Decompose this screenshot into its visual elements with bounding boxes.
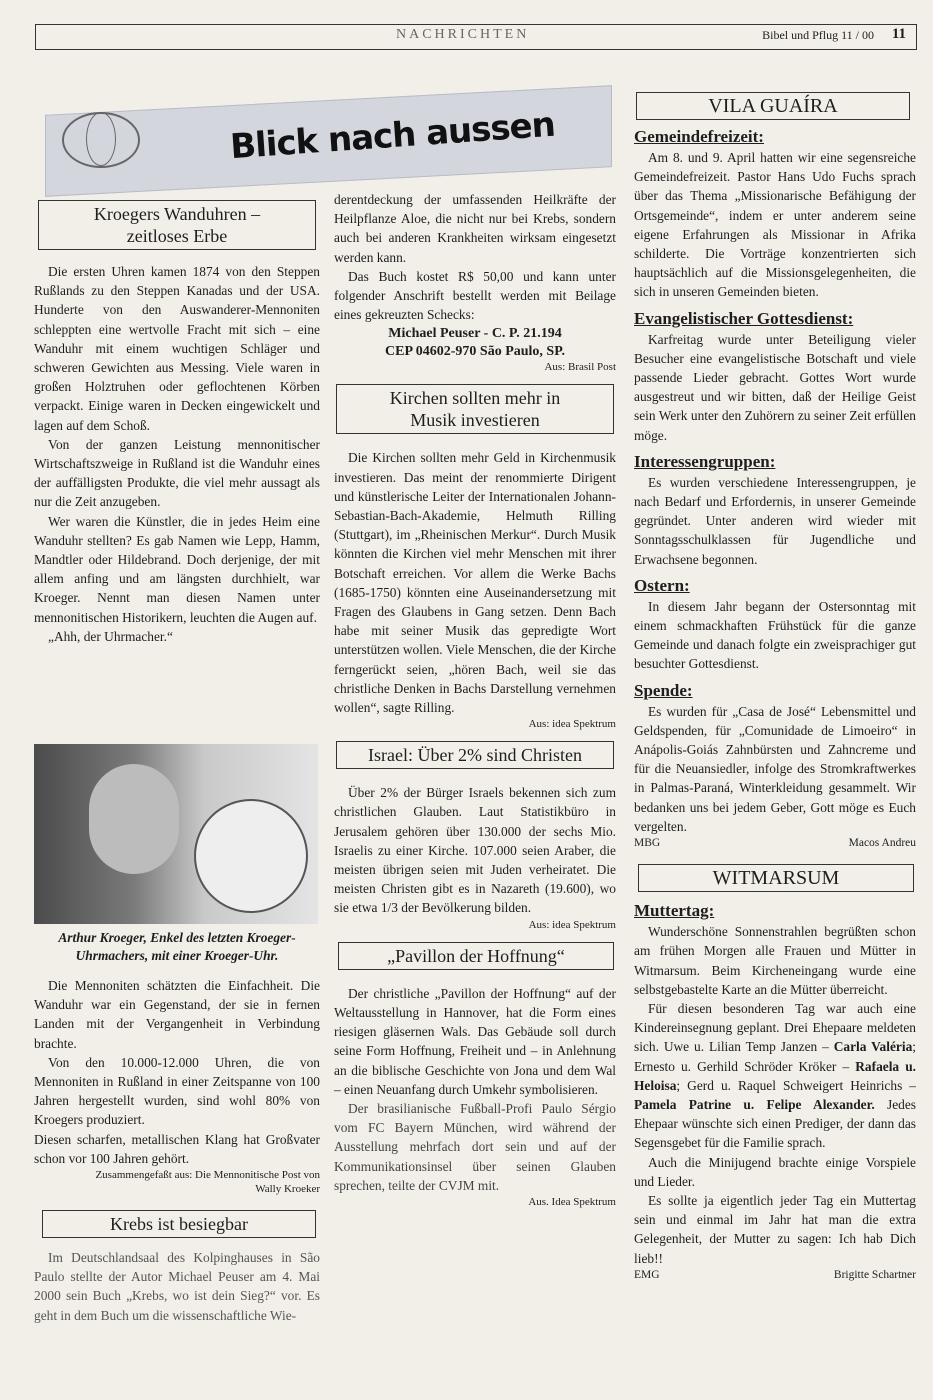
paragraph: Die ersten Uhren kamen 1874 von den Steppen Rußlands zu den Steppen Kanadas und der USA. Hunderte von den Auswanderer-Mennoniten schleppten eine wertvolle Fracht mit sich – eine Wanduhr mit einem wuchtigen Schläger und schweren Gewichten aus Messing. Viele waren in großen Holztruhen oder geflochtenen Körben verpackt. Einige waren in Decken eingewickelt und lagen auf dem Schoß. [34,264,320,433]
article-title-musik [336,384,614,434]
text-run: ; Ernesto u. Gerhild Schröder Kröker – [634,1039,916,1074]
signature-line [634,1268,916,1282]
section-title: NACHRICHTEN [396,27,530,42]
subheading: Evangelistischer Gottesdienst: [634,308,854,328]
text-run: Für diesen besonderen Tag war auch eine Kindereinsegnung geplant. Drei Ehepaare meldeten sich. Uwe u. Lilian Temp Janzen – [634,1000,916,1055]
paragraph: Im Deutschlandsaal des Kolpinghauses in São Paulo stellte der Autor Michael Peuser am 4. Mai 2000 sein Buch „Krebs, wo ist dein Sieg?“ vor. Es geht in dem Buch um die wissenschaftliche Wie- [34,1250,320,1323]
paragraph: Es sollte ja eigentlich jeder Tag ein Muttertag sein und einmal im Jahr hat man die extra Gelegenheit, der Mutter zu sagen: Ich hab Dich lieb!! [634,1192,916,1266]
paragraph: Karfreitag wurde unter Beteiligung vieler Besucher eine evangelistische Botschaft und viele passende Lieder gebracht. Gottes Wort wurde ausgestreut und wir bitten, daß der Heilige Geist sein Werk unter den Zuhörern zu seiner Zeit erfüllen möge. [634,331,916,443]
subheading: Spende: [634,680,693,700]
paragraph: In diesem Jahr begann der Ostersonntag mit einem schmackhaften Frühstück für die ganze Gemeinde und danach folgte ein zweisprachiger gut besuchter Gottesdienst. [634,598,916,672]
column-1 [34,200,320,646]
article-title-israel: Israel: Über 2% sind Christen [336,741,614,769]
paragraph: Der christliche „Pavillon der Hoffnung“ auf der Weltausstellung in Hannover, hat die Form eines riesigen gläsernen Wals. Das Gebäude soll durch seine Form Hoffnung, Freiheit und – in Anlehnung an die biblische Geschichte von Jona und dem Wal – einen Neuanfang durch Umkehr symbolisieren. [334,985,616,1097]
article-title-kroeger [38,200,316,250]
publication-name: Bibel und Pflug 11 / 00 [762,28,874,42]
title-line: Kirchen sollten mehr in [389,388,561,409]
address-line: Michael Peuser - C. P. 21.194 [388,326,562,342]
name-run: Carla Valéria [833,1039,913,1055]
title-line: Kroegers Wanduhren – [93,204,261,224]
paragraph: Es wurden für „Casa de José“ Lebensmittel und Geldspenden, für „Comunidade de Limoeiro“ in Anápolis-Goiás Zahnbürsten und Zahncreme und für die Neuansiedler, infolge des Stromkraftwerkes in Palmas-Paraná, Winterkleidung gesammelt. Wir bedanken uns bei jedem Geber, Gott möge es Euch vergelten. [634,703,916,834]
subheading: Ostern: [634,575,690,595]
clock-icon [194,799,308,913]
signature-author: Brigitte Schartner [833,1268,916,1281]
paragraph: Die Kirchen sollten mehr Geld in Kirchenmusik investieren. Das meint der renommierte Dirigent und künstlerische Leiter der Internationalen Johann-Sebastian-Bach-Akademie, Helmuth Rilling (Stuttgart), im „Rheinischen Merkur“. Durch Musik könnten die Kirchen viel mehr Menschen mit ihrer Botschaft erreichen. Vor allem die Werke Bachs (1685-1750) könnten eine Auseinandersetzung mit Fragen des Glaubens in Gang setzen. Denn Bach habe mit seiner Musik das gepredigte Wort unterstützen wollen. Viele Menschen, die der Kirche ferngerückt seien, „hören Bach, weil sie das christliche Denken in Bachs Darstellung vernehmen wollen“, sagte Rilling. [334,450,616,716]
photo-arthur-kroeger [34,744,318,924]
source-author: Wally Kroeker [255,1183,320,1196]
paragraph: Wunderschöne Sonnenstrahlen begrüßten schon am frühen Morgen alle Frauen und Mütter in Witmarsum. Beim Kircheneingang wurde eine selbstgebastelte Karte an die Mütter überreicht. [634,924,916,997]
article-title-krebs: Krebs ist besiegbar [42,1210,316,1238]
paragraph: Über 2% der Bürger Israels bekennen sich zum christlichen Glauben. Laut Statistikbüro in Jerusalem gehören über 130.000 der sechs Mio. Israelis zu einer Kirche. 107.000 seien Araber, die meisten übrigen seien mit Juden verheiratet. Die meisten Christen gibt es in Nazareth (19.600), wo sie etwa 1/3 der Bevölkerung bilden. [334,785,616,916]
article-title-pavillon: „Pavillon der Hoffnung“ [338,942,614,970]
name-run: Pamela Patrine u. Felipe Alexander. [634,1096,875,1112]
signature-org: EMG [634,1268,660,1281]
name-run: Rafaela u. Heloisa [634,1058,916,1093]
paragraph: Es wurden verschiedene Interessengruppen, je nach Bedarf und Erfordernis, in unserer Gemeinde gegründet. Unter anderen wird wieder mit Sonntagsschulklassen für Jugendliche und Erwachsene begonnen. [634,474,916,567]
column-1-lower [34,976,320,1325]
subheading: Gemeindefreizeit: [634,127,764,146]
paragraph: Diesen scharfen, metallischen Klang hat Großvater schon vor 100 Jahren gehört. [34,1131,320,1166]
paragraph: Von den 10.000-12.000 Uhren, die von Mennoniten in Rußland in einer Zeitspanne von 100 Jahren hergestellt wurden, sind wohl 80% von Kroegers produziert. [34,1054,320,1128]
paragraph: Von der ganzen Leistung mennonitischer Wirtschaftszweige in Rußland ist die Wanduhr eines der auffälligsten Produkte, die viel mehr aussagt als nur die Zeit anzugeben. [34,436,320,510]
subheading: Interessengruppen: [634,451,776,471]
title-line: zeitloses Erbe [126,226,228,246]
paragraph: Der brasilianische Fußball-Profi Paulo Sérgio vom FC Bayern München, wird während der Ausstellung mehrfach dort sein und auf der Kommunikationsinsel über seinen Glauben sprechen, teilte der CVJM mit. [334,1100,616,1193]
source-line: Aus: idea Spektrum [528,918,616,931]
source-line: Zusammengefaßt aus: Die Mennonitische Post von [95,1169,320,1182]
subheading: Muttertag: [634,901,715,921]
source-line: Aus: idea Spektrum [528,718,616,731]
source-line: Aus: Brasil Post [544,361,616,374]
text-run: ; Gerd u. Raquel Schweigert Heinrichs – [676,1077,916,1093]
section-title-vila-guaira: VILA GUAÍRA [636,92,910,120]
paragraph: Auch die Minijugend brachte einige Vorspiele und Lieder. [634,1154,916,1189]
section-banner [40,84,610,184]
portrait-shape [89,764,179,874]
paragraph: derentdeckung der umfassenden Heilkräfte der Heilpflanze Aloe, die nicht nur bei Krebs, sondern auch bei anderen Krankheiten wirksam eingesetzt werden kann. [334,192,616,265]
column-3 [634,92,916,1282]
text-run: Jedes Ehepaar wünschte sich einen Prediger, der dann das Segensgebet für die Familie sprach. [634,1096,916,1151]
banner-title: Blick nach aussen [229,104,557,168]
globe-icon [62,112,140,168]
paragraph: „Ahh, der Uhrmacher.“ [48,628,173,644]
section-title-witmarsum: WITMARSUM [638,864,914,892]
photo-caption: Arthur Kroeger, Enkel des letzten Kroeger-Uhrmachers, mit einer Kroeger-Uhr. [58,930,296,963]
paragraph: Wer waren die Künstler, die in jedes Heim eine Wanduhr stellten? Es gab Namen wie Lepp, Hamm, Mandtler oder Hildebrand. Doch derjenige, der mit allem anfing und am längsten durchhielt, war Kroeger. Nennt man diesen Namen unter mennonitischen Historikern, leuchten die Augen auf. [34,513,320,625]
column-2 [334,190,616,1209]
signature-org: MBG [634,837,661,850]
page-header [35,24,917,50]
page-number: 11 [891,26,906,42]
paragraph [634,999,916,1153]
source-line: Aus. Idea Spektrum [528,1195,616,1208]
paragraph: Das Buch kostet R$ 50,00 und kann unter folgender Anschrift bestellt werden mit Beilage eines gekreuzten Schecks: [334,268,616,323]
paragraph: Am 8. und 9. April hatten wir eine segensreiche Gemeindefreizeit. Pastor Hans Udo Fuchs sprach über das Thema „Missionarische Befähigung der Ortsgemeinde“, indem er unter anderem seine eigene Erfahrungen als Missionar in Afrika schilderte. Die Vorträge konzentrierten sich hauptsächlich auf die Missionsgelegenheiten, die sich in unseren Gemeinden bieten. [634,150,916,300]
paragraph: Die Mennoniten schätzten die Einfachheit. Die Wanduhr war ein Gegenstand, der sie in fernen Landen mit der Vergangenheit in Verbindung brachte. [34,978,320,1051]
address-line: CEP 04602-970 São Paulo, SP. [385,344,565,360]
signature-line [634,836,916,850]
title-line: Musik investieren [410,410,540,431]
signature-author: Macos Andreu [848,837,916,850]
